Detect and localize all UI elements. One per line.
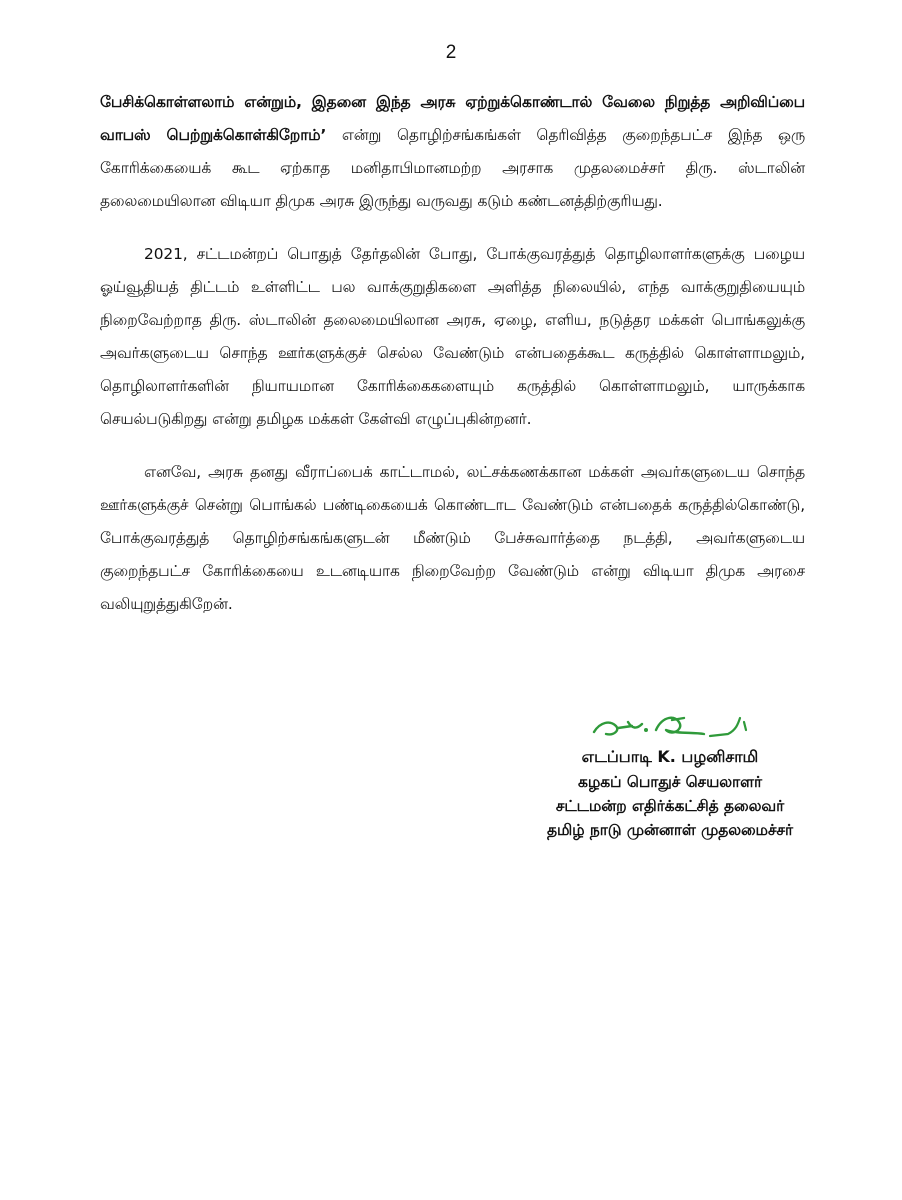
signatory-title-opposition: சட்டமன்ற எதிர்க்கட்சித் தலைவர்	[555, 797, 785, 815]
page-number: 2	[445, 42, 457, 63]
paragraph-1	[100, 86, 805, 218]
signatory-title-former-cm: தமிழ் நாடு முன்னாள் முதலமைச்சர்	[546, 821, 794, 839]
paragraph-1-text: என்று தொழிற்சங்கங்கள் தெரிவித்த குறைந்தபட்ச இந்த ஒரு கோரிக்கையைக் கூட ஏற்காத மனிதாபிமானமற்ற அரசாக முதலமைச்சர் திரு. ஸ்டாலின் தலைமையிலான விடியா திமுக அரசு இருந்து வருவது கடும் கண்டனத்திற்குரியது.	[100, 126, 805, 210]
signatory-details	[520, 744, 820, 842]
paragraph-1-bold-quote: பேசிக்கொள்ளலாம் என்றும், இதனை இந்த அரசு ஏற்றுக்கொண்டால் வேலை நிறுத்த அறிவிப்பை வாபஸ் பெற்றுக்கொள்கிறோம்’	[100, 93, 805, 144]
letter-body	[100, 86, 805, 641]
paragraph-3: எனவே, அரசு தனது வீராப்பைக் காட்டாமல், லட்சக்கணக்கான மக்கள் அவர்களுடைய சொந்த ஊர்களுக்குச் சென்று பொங்கல் பண்டிகையைக் கொண்டாட வேண்டும் என்பதைக் கருத்தில்கொண்டு, போக்குவரத்துத் தொழிற்சங்கங்களுடன் மீண்டும் பேச்சுவார்த்தை நடத்தி, அவர்களுடைய குறைந்தபட்ச கோரிக்கையை உடனடியாக நிறைவேற்ற வேண்டும் என்று விடியா திமுக அரசை வலியுறுத்துகிறேன்.	[100, 463, 805, 613]
handwritten-signature	[588, 710, 758, 744]
signatory-title-party: கழகப் பொதுச் செயலாளர்	[577, 773, 763, 791]
paragraph-2: 2021, சட்டமன்றப் பொதுத் தேர்தலின் போது, போக்குவரத்துத் தொழிலாளர்களுக்கு பழைய ஓய்வூதியத் திட்டம் உள்ளிட்ட பல வாக்குறுதிகளை அளித்த நிலையில், எந்த வாக்குறுதியையும் நிறைவேற்றாத திரு. ஸ்டாலின் தலைமையிலான அரசு, ஏழை, எளிய, நடுத்தர மக்கள் பொங்கலுக்கு அவர்களுடைய சொந்த ஊர்களுக்குச் செல்ல வேண்டும் என்பதைக்கூட கருத்தில் கொள்ளாமலும், தொழிலாளர்களின் நியாயமான கோரிக்கைகளையும் கருத்தில் கொள்ளாமலும், யாருக்காக செயல்படுகிறது என்று தமிழக மக்கள் கேள்வி எழுப்புகின்றனர்.	[100, 245, 805, 428]
signatory-name: எடப்பாடி K. பழனிசாமி	[581, 747, 759, 766]
